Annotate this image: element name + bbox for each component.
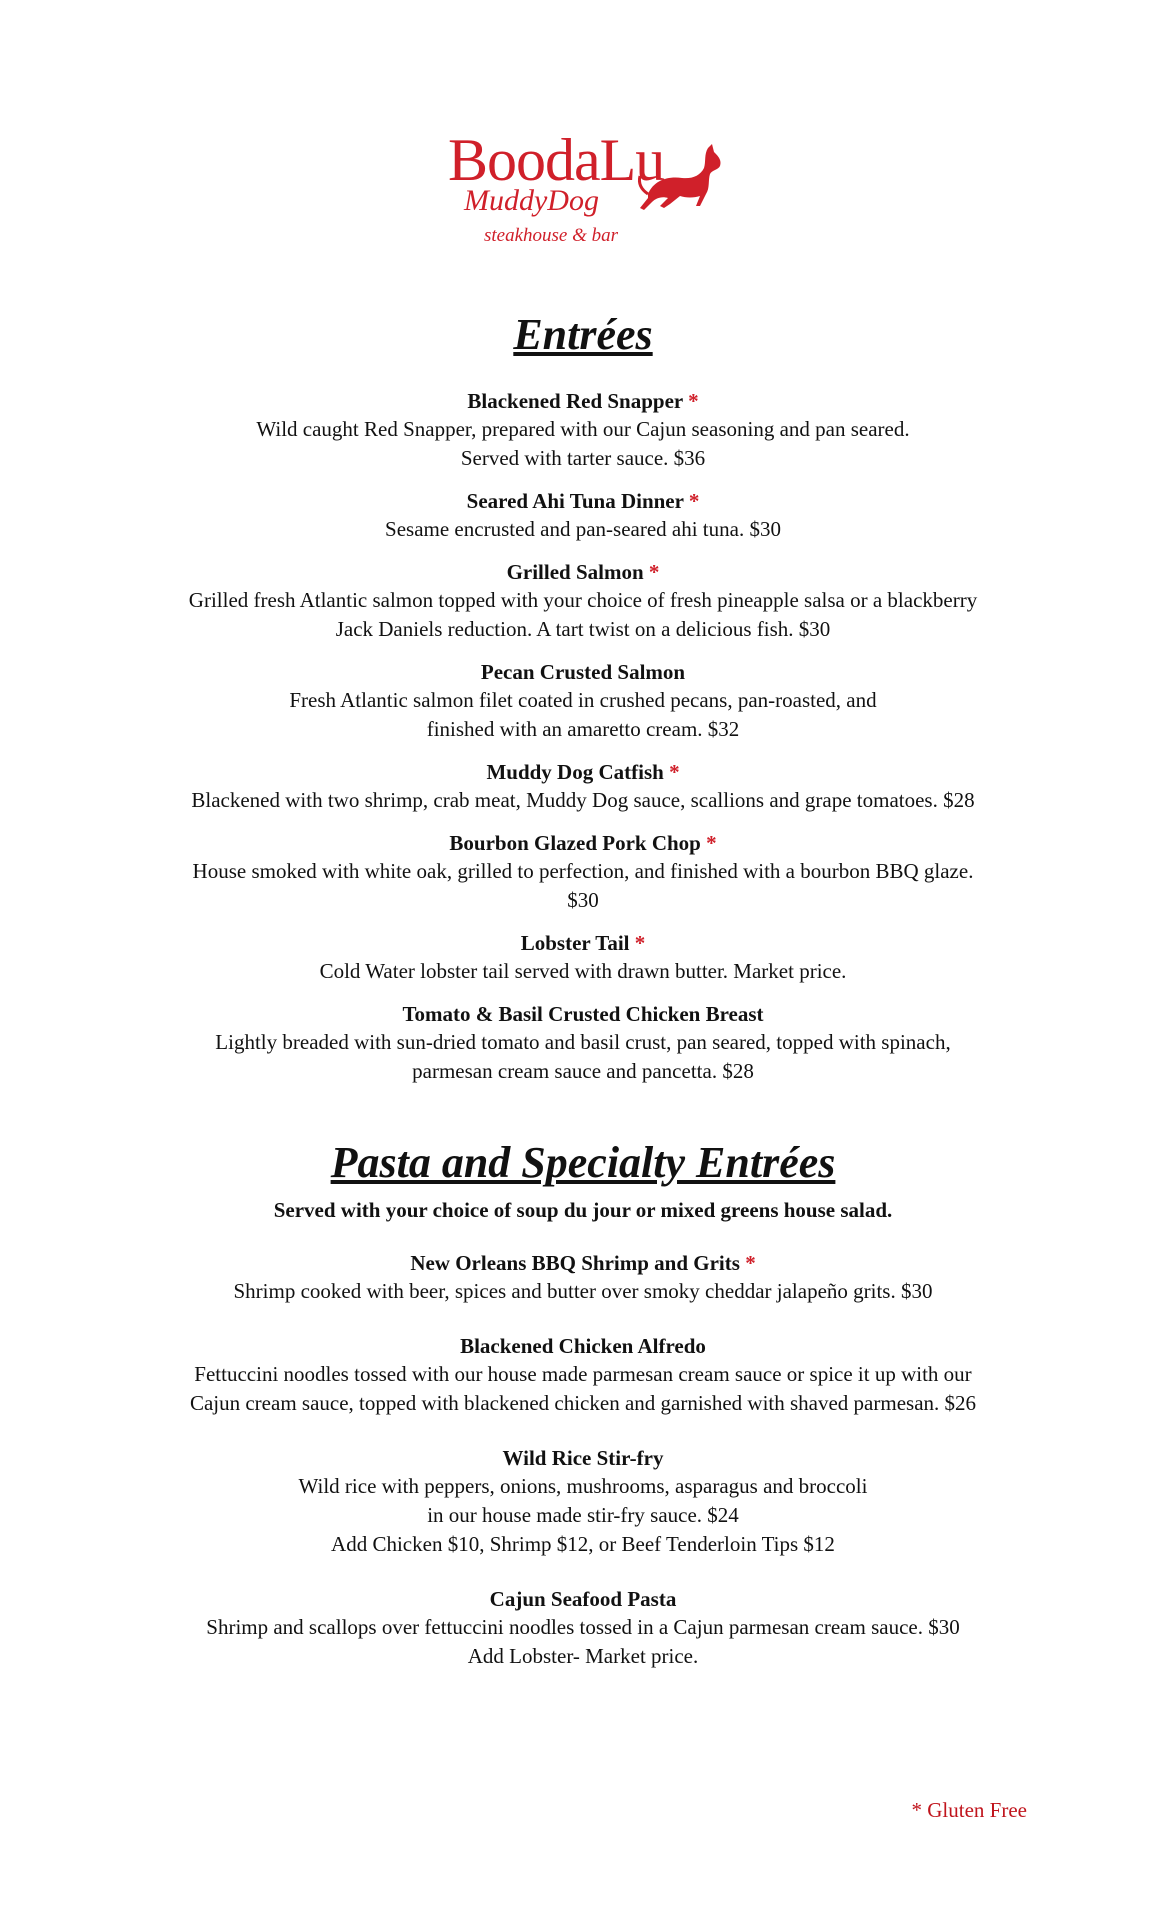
menu-item (120, 829, 1046, 915)
menu-item-title: New Orleans BBQ Shrimp and Grits (410, 1251, 740, 1276)
logo-line-1: BoodaLu (448, 127, 665, 193)
menu-item-name (120, 758, 1046, 786)
menu-item-name (120, 1249, 1046, 1277)
restaurant-logo (448, 127, 728, 260)
logo-line-2: MuddyDog (464, 184, 599, 217)
menu-item-description: Add Lobster- Market price. (467, 1644, 699, 1669)
gluten-free-marker: * (688, 488, 700, 513)
menu-item-title: Blackened Red Snapper (467, 388, 683, 413)
menu-item-name (120, 558, 1046, 586)
menu-item (120, 658, 1046, 744)
gluten-free-marker: * (634, 930, 646, 955)
menu-item-description: Wild rice with peppers, onions, mushrooms, asparagus and broccoli (298, 1474, 868, 1499)
menu-item-description: $30 (567, 887, 599, 912)
menu-item-description: Served with tarter sauce. $36 (460, 445, 706, 470)
menu-item-description: Add Chicken $10, Shrimp $12, or Beef Tenderloin Tips $12 (331, 1532, 835, 1557)
menu-item-description: parmesan cream sauce and pancetta. $28 (412, 1058, 754, 1083)
menu-item-name (120, 829, 1046, 857)
menu-item-title: Grilled Salmon (506, 559, 644, 584)
menu-item-description: Shrimp cooked with beer, spices and butter over smoky cheddar jalapeño grits. $30 (233, 1279, 933, 1304)
logo-line-3: steakhouse & bar (484, 225, 619, 246)
menu-item-name (120, 658, 1046, 686)
menu-item-description: in our house made stir-fry sauce. $24 (427, 1503, 739, 1528)
menu-item-title: Tomato & Basil Crusted Chicken Breast (402, 1001, 764, 1026)
gluten-free-marker: * (745, 1251, 756, 1276)
entrees-title: Entrées (513, 310, 653, 359)
gluten-free-marker: * (648, 559, 660, 584)
menu-item (120, 487, 1046, 544)
menu-item-title: Cajun Seafood Pasta (489, 1587, 677, 1612)
pasta-list (120, 1249, 1046, 1671)
menu-item-name (120, 1000, 1046, 1028)
gluten-free-marker: * (669, 759, 680, 784)
menu-item-description: Sesame encrusted and pan-seared ahi tuna. $30 (385, 516, 781, 541)
pasta-title: Pasta and Specialty Entrées (330, 1137, 836, 1187)
menu-content (120, 310, 1046, 1697)
menu-item-name (120, 387, 1046, 415)
menu-item (120, 387, 1046, 473)
menu-item-description: Cajun cream sauce, topped with blackened chicken and garnished with shaved parmesan. $26 (189, 1391, 977, 1416)
entrees-list (120, 387, 1046, 1086)
menu-item-description: Jack Daniels reduction. A tart twist on a delicious fish. $30 (335, 616, 831, 641)
menu-item (120, 1000, 1046, 1086)
menu-item-description: Lightly breaded with sun-dried tomato and basil crust, pan seared, topped with spinach, (215, 1029, 951, 1054)
gluten-free-note: * Gluten Free (911, 1798, 1027, 1822)
menu-item-name (120, 487, 1046, 515)
menu-item-title: Bourbon Glazed Pork Chop (449, 830, 701, 855)
menu-item-title: Blackened Chicken Alfredo (460, 1334, 706, 1359)
menu-item (120, 929, 1046, 986)
menu-item-name (120, 1332, 1046, 1360)
dog-icon (634, 136, 726, 228)
pasta-subtitle: Served with your choice of soup du jour or mixed greens house salad. (273, 1198, 893, 1223)
menu-item-description: Wild caught Red Snapper, prepared with our Cajun seasoning and pan seared. (256, 416, 910, 441)
menu-item-name (120, 1585, 1046, 1613)
menu-item-description: finished with an amaretto cream. $32 (426, 716, 740, 741)
gluten-free-marker: * (688, 388, 699, 413)
menu-item-name (120, 1444, 1046, 1472)
menu-item-description: House smoked with white oak, grilled to perfection, and finished with a bourbon BBQ glaze. (192, 858, 974, 883)
menu-item-description: Fettuccini noodles tossed with our house made parmesan cream sauce or spice it up with our (194, 1362, 972, 1387)
menu-item-description: Cold Water lobster tail served with drawn butter. Market price. (319, 958, 847, 983)
menu-item (120, 1585, 1046, 1671)
menu-item-description: Grilled fresh Atlantic salmon topped with your choice of fresh pineapple salsa or a blackberry (188, 587, 978, 612)
menu-item-name (120, 929, 1046, 957)
menu-item-description: Shrimp and scallops over fettuccini noodles tossed in a Cajun parmesan cream sauce. $30 (206, 1615, 960, 1640)
menu-item (120, 558, 1046, 644)
menu-item-title: Lobster Tail (520, 930, 630, 955)
menu-item-title: Pecan Crusted Salmon (480, 659, 686, 684)
menu-item-description: Fresh Atlantic salmon filet coated in crushed pecans, pan-roasted, and (289, 687, 877, 712)
menu-item-description: Blackened with two shrimp, crab meat, Muddy Dog sauce, scallions and grape tomatoes. $28 (191, 787, 975, 812)
menu-item-title: Muddy Dog Catfish (486, 759, 664, 784)
menu-item (120, 1249, 1046, 1306)
menu-item (120, 1332, 1046, 1418)
menu-item-title: Wild Rice Stir-fry (502, 1446, 664, 1471)
menu-item (120, 758, 1046, 815)
menu-item (120, 1444, 1046, 1559)
menu-item-title: Seared Ahi Tuna Dinner (466, 488, 684, 513)
gluten-free-marker: * (706, 830, 717, 855)
